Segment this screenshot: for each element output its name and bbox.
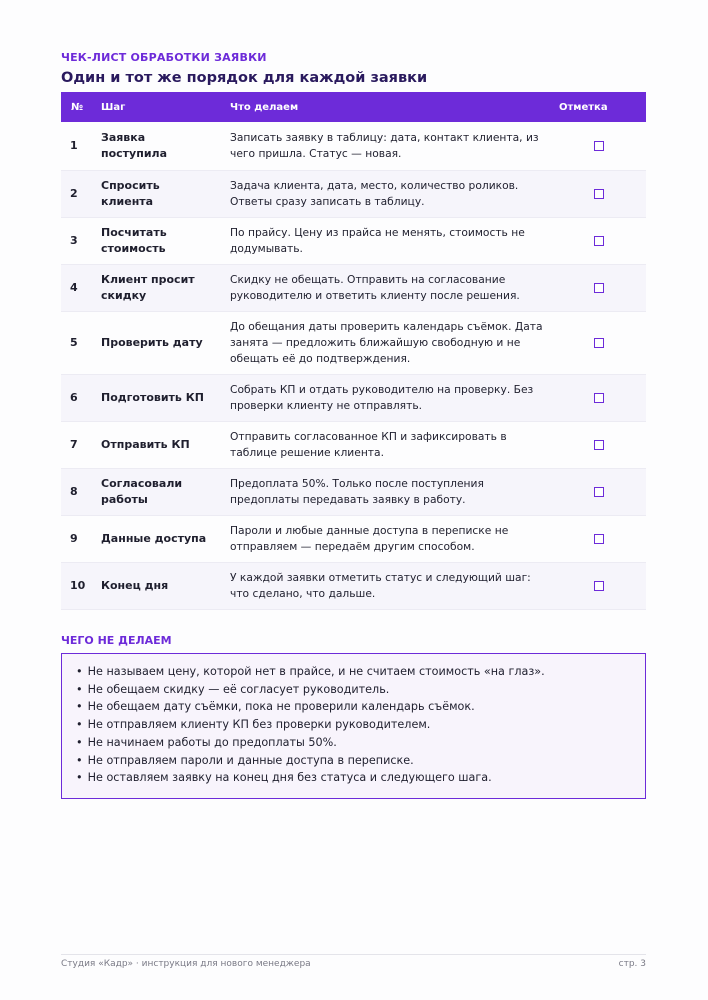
footer-divider <box>61 954 646 955</box>
dont-list-box <box>61 653 646 799</box>
step-description: Пароли и любые данные доступа в переписке не отправляем — передаём другим способом. <box>222 515 551 562</box>
mark-cell <box>551 311 646 374</box>
table-row <box>61 170 646 217</box>
table-row <box>61 217 646 264</box>
step-description: У каждой заявки отметить статус и следующий шаг: что сделано, что дальше. <box>222 562 551 609</box>
table-row <box>61 311 646 374</box>
step-number: 5 <box>61 311 93 374</box>
mark-cell <box>551 374 646 421</box>
mark-cell <box>551 562 646 609</box>
list-item: • Не начинаем работы до предоплаты 50%. <box>76 734 631 752</box>
mark-cell <box>551 421 646 468</box>
mark-cell <box>551 468 646 515</box>
mark-checkbox[interactable] <box>594 338 604 348</box>
step-description: Записать заявку в таблицу: дата, контакт клиента, из чего пришла. Статус — новая. <box>222 122 551 170</box>
step-description: Предоплата 50%. Только после поступления предоплаты передавать заявку в работу. <box>222 468 551 515</box>
step-description: Задача клиента, дата, место, количество роликов. Ответы сразу записать в таблицу. <box>222 170 551 217</box>
step-description: По прайсу. Цену из прайса не менять, стоимость не додумывать. <box>222 217 551 264</box>
step-number: 4 <box>61 264 93 311</box>
step-description: Скидку не обещать. Отправить на согласование руководителю и ответить клиенту после решения. <box>222 264 551 311</box>
mark-checkbox[interactable] <box>594 581 604 591</box>
mark-checkbox[interactable] <box>594 487 604 497</box>
step-number: 10 <box>61 562 93 609</box>
mark-cell <box>551 217 646 264</box>
step-description: Собрать КП и отдать руководителю на проверку. Без проверки клиенту не отправлять. <box>222 374 551 421</box>
table-row <box>61 421 646 468</box>
page-title: Один и тот же порядок для каждой заявки <box>61 70 428 86</box>
step-name: Проверить дату <box>93 311 222 374</box>
mark-checkbox[interactable] <box>594 393 604 403</box>
table-header-row <box>61 92 646 122</box>
dont-section-title: ЧЕГО НЕ ДЕЛАЕМ <box>61 634 172 647</box>
dont-list <box>76 663 631 787</box>
page-number: стр. 3 <box>618 959 646 969</box>
mark-cell <box>551 515 646 562</box>
step-number: 3 <box>61 217 93 264</box>
list-item: • Не отправляем клиенту КП без проверки руководителем. <box>76 716 631 734</box>
footer-caption: Студия «Кадр» · инструкция для нового менеджера <box>61 959 311 969</box>
step-name: Посчитать стоимость <box>93 217 222 264</box>
step-number: 1 <box>61 122 93 170</box>
step-number: 8 <box>61 468 93 515</box>
mark-checkbox[interactable] <box>594 189 604 199</box>
list-item: • Не оставляем заявку на конец дня без статуса и следующего шага. <box>76 769 631 787</box>
column-header-action: Что делаем <box>222 92 551 122</box>
list-item: • Не обещаем скидку — её согласует руководитель. <box>76 681 631 699</box>
step-name: Конец дня <box>93 562 222 609</box>
step-name: Подготовить КП <box>93 374 222 421</box>
mark-checkbox[interactable] <box>594 141 604 151</box>
step-name: Клиент просит скидку <box>93 264 222 311</box>
column-header-mark: Отметка <box>551 92 646 122</box>
list-item: • Не обещаем дату съёмки, пока не проверили календарь съёмок. <box>76 698 631 716</box>
table-row <box>61 562 646 609</box>
step-number: 6 <box>61 374 93 421</box>
list-item: • Не отправляем пароли и данные доступа в переписке. <box>76 752 631 770</box>
step-number: 7 <box>61 421 93 468</box>
step-name: Заявка поступила <box>93 122 222 170</box>
section-kicker: ЧЕК-ЛИСТ ОБРАБОТКИ ЗАЯВКИ <box>61 51 267 64</box>
column-header-step: Шаг <box>93 92 222 122</box>
table-row <box>61 515 646 562</box>
step-description: Отправить согласованное КП и зафиксировать в таблице решение клиента. <box>222 421 551 468</box>
step-number: 2 <box>61 170 93 217</box>
table-row <box>61 468 646 515</box>
step-number: 9 <box>61 515 93 562</box>
checklist-table <box>61 92 646 610</box>
mark-checkbox[interactable] <box>594 534 604 544</box>
step-name: Данные доступа <box>93 515 222 562</box>
mark-checkbox[interactable] <box>594 283 604 293</box>
table-row <box>61 264 646 311</box>
table-row <box>61 374 646 421</box>
mark-cell <box>551 264 646 311</box>
column-header-number: № <box>61 92 93 122</box>
mark-checkbox[interactable] <box>594 236 604 246</box>
mark-cell <box>551 122 646 170</box>
mark-cell <box>551 170 646 217</box>
step-description: До обещания даты проверить календарь съёмок. Дата занята — предложить ближайшую свободную и не обещать её до подтверждения. <box>222 311 551 374</box>
step-name: Спросить клиента <box>93 170 222 217</box>
step-name: Отправить КП <box>93 421 222 468</box>
mark-checkbox[interactable] <box>594 440 604 450</box>
step-name: Согласовали работы <box>93 468 222 515</box>
list-item: • Не называем цену, которой нет в прайсе, и не считаем стоимость «на глаз». <box>76 663 631 681</box>
table-row <box>61 122 646 170</box>
